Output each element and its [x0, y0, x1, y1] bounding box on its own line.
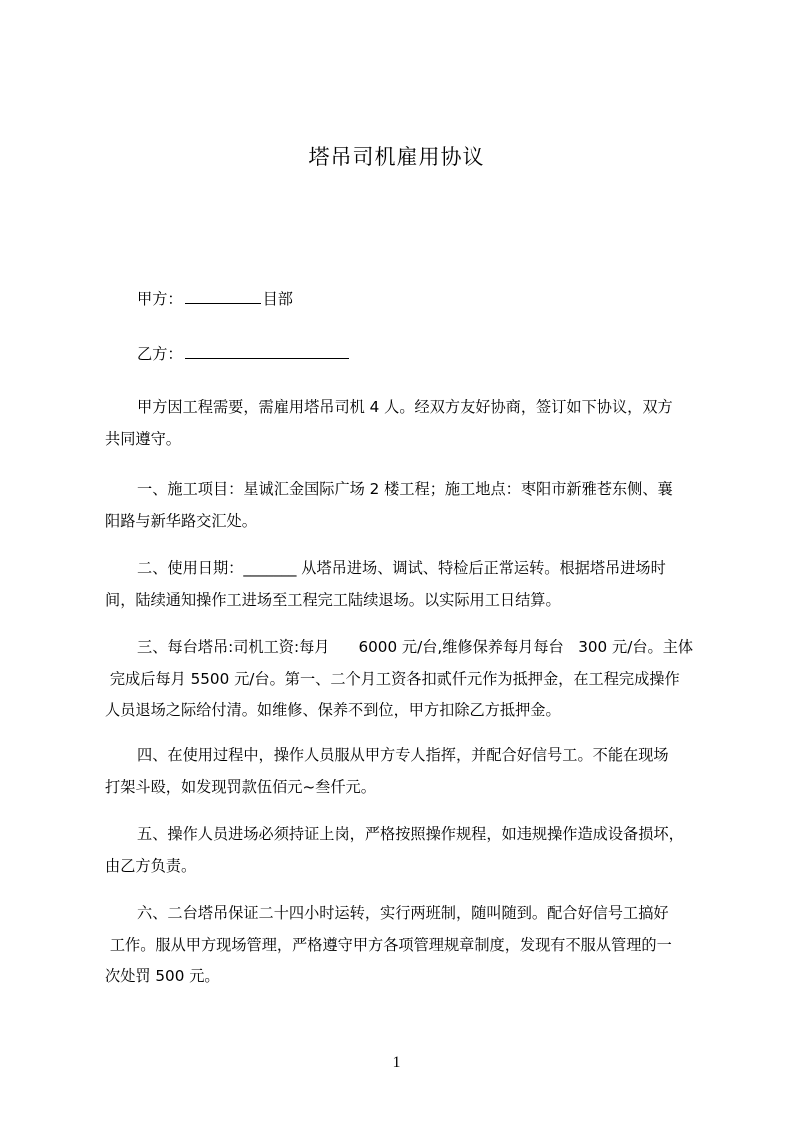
intro-line-1: 甲方因工程需要，需雇用塔吊司机 4 人。经双方友好协商，签订如下协议，双方: [137, 398, 673, 416]
clause-6-line-1: 六、二台塔吊保证二十四小时运转，实行两班制，随叫随到。配合好信号工搞好: [137, 904, 669, 922]
clause-3-line-2: 完成后每月 5500 元/台。第一、二个月工资各扣贰仟元作为抵押金，在工程完成操作: [105, 669, 680, 688]
party-a-blank: [185, 289, 261, 304]
clause-5-line-1: 五、操作人员进场必须持证上岗，严格按照操作规程，如违规操作造成设备损坏，: [137, 825, 684, 843]
clause-4: [105, 740, 701, 803]
party-b-line: [105, 339, 733, 370]
clause-1: [105, 474, 701, 537]
intro-line-2: 共同遵守。: [105, 429, 181, 448]
clause-1-line-1: 一、施工项目：星诚汇金国际广场 2 楼工程；施工地点：枣阳市新雅苍东侧、襄: [137, 480, 673, 498]
clause-1-line-2: 阳路与新华路交汇处。: [105, 511, 257, 530]
clause-2: [105, 553, 701, 616]
clause-6: [105, 898, 701, 993]
clause-5: [105, 819, 701, 882]
clause-4-line-1: 四、在使用过程中，操作人员服从甲方专人指挥，并配合好信号工。不能在现场: [137, 746, 669, 764]
clause-6-line-2: 工作。服从甲方现场管理，严格遵守甲方各项管理规章制度，发现有不服从管理的一: [105, 935, 672, 954]
intro-paragraph: [105, 392, 701, 455]
document-title: 塔吊司机雇用协议: [308, 145, 485, 169]
clause-5-line-2: 由乙方负责。: [105, 856, 197, 875]
party-b-blank: [185, 344, 349, 359]
clause-2-line-1: 二、使用日期：_______ 从塔吊进场、调试、特检后正常运转。根据塔吊进场时: [137, 559, 666, 577]
clause-2-line-2: 间，陆续通知操作工进场至工程完工陆续退场。以实际用工日结算。: [105, 590, 561, 609]
party-a-line: [105, 284, 733, 315]
clause-6-line-3: 次处罚 500 元。: [105, 967, 220, 985]
page-number: 1: [392, 1054, 401, 1071]
clause-4-line-2: 打架斗殴，如发现罚款伍佰元~叁仟元。: [105, 777, 376, 796]
clause-3-line-3: 人员退场之际给付清。如维修、保养不到位，甲方扣除乙方抵押金。: [105, 701, 561, 719]
clause-3: [105, 632, 701, 727]
party-a-suffix: 目部: [262, 290, 293, 308]
clause-3-line-1: 三、每台塔吊:司机工资:每月 6000 元/台,维修保养每月每台 300 元/台。主体: [137, 638, 694, 656]
party-b-label: 乙方：: [137, 345, 183, 363]
party-a-label: 甲方：: [137, 290, 183, 308]
